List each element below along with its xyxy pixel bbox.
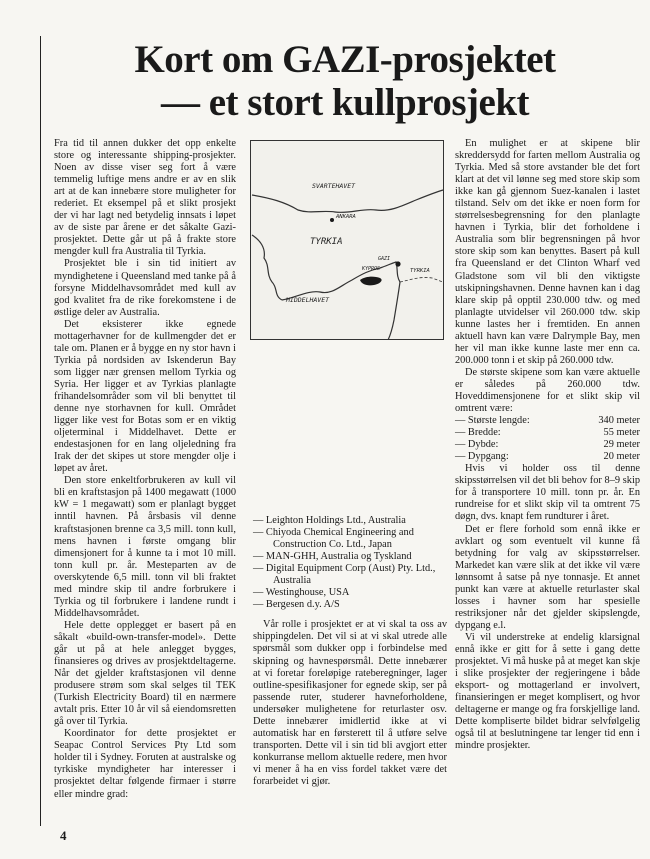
paragraph: Koordinator for dette prosjektet er Seapac Control Services Pty Ltd som holder til i Sydney. Foruten at australske og tyrkiske myndigheter har interesser i prosjektet deltar følgende firmaer i større eller mindre grad: xyxy=(54,728,236,800)
paragraph: Fra tid til annen dukker det opp enkelte store og interessante shipping-prosjekter. Noen av disse viser seg fort å være temmelig luftige mens andre er av en slik art at de kan innebære store muligheter for rederiet. Et eksempel på et slikt prosjekt der vi har lagt ned betydelig innsats i løpet av de siste par årene er det såkalte Gazi-prosjektet. Dette går ut på å frakte store mengder kull fra Australia til Tyrkia. xyxy=(54,138,236,258)
paragraph: Hele dette opplegget er basert på en såkalt «build-own-transfer-model». Dette går ut på at hele anlegget bygges, finansieres og drives av prosjektdeltagerne. Når det gjelder kraftstasjonen vil denne produsere strøm som skal selges til TEK (Turkish Electricity Board) til en nærmere avtalt pris. Etter 10 år vil så eiendomsretten gå over til Tyrkia. xyxy=(54,619,236,728)
paragraph: Prosjektet ble i sin tid initiert av myndighetene i Queensland med tanke på å forsyne Middelhavsområdet med kull av god kvalitet fra de rike forekomstene i de østlige deler av Australia. xyxy=(54,258,236,318)
list-item: — Digital Equipment Corp (Aust) Pty. Ltd., Australia xyxy=(253,563,436,587)
dimension-row xyxy=(455,427,640,439)
paragraph: Den store enkeltforbrukeren av kull vil bli en kraftstasjon på 1400 megawatt (1000 kW = 1 megawatt) som er planlagt bygget inntil havnen. På årsbasis vil denne kraftstasjonen brenne ca 3,5 mill. tonn kull, mens havnen i første omgang blir dimensjonert for å kunne ta i mot 10 mill. tonn kull pr. år. Mesteparten av de overskytende 6,5 mill. tonn vil bli fraktet med mindre skip til andre forbrukere i Tyrkia og til forbrukere i landene rundt i Middelhavsområdet. xyxy=(54,475,236,619)
left-margin-rule xyxy=(40,36,41,826)
map-label-middelhavet: MIDDELHAVET xyxy=(286,296,330,304)
dimension-value: 20 meter xyxy=(603,451,640,463)
title-line-2: — et stort kullprosjekt xyxy=(160,81,529,124)
paragraph: Vår rolle i prosjektet er at vi skal ta oss av shippingdelen. Det vil si at vi skal utrede alle spørsmål som dukker opp i forbindelse med skipning og havnespørsmål. Dette innebærer at vi foretar foreløpige rateberegninger, lager outline-spesifikasjoner for egnede skip, ser på passende ruter, studerer havneforholdene, undersøker mulighetene for returlaster osv. Dette innebærer imidlertid ikke at vi automatisk har en førsterett til å utføre selve transporten. Dette vil i sin tid bli avgjort etter konkurranse mellom aktuelle redere, men hvor vi mener å ha en viss fordel takket være det forarbeidet vi gjør. xyxy=(253,619,447,787)
column-2 xyxy=(253,515,447,788)
map-label-ankara: ANKARA xyxy=(336,214,356,220)
map-label-kypros: KYPROS xyxy=(362,266,381,272)
map-label-gazi: GAZI xyxy=(378,256,391,262)
page-number: 4 xyxy=(60,828,67,843)
paragraph: Vi vil understreke at endelig klarsignal ennå ikke er gitt for å sette i gang dette prosjektet. Vi må huske på at meget kan skje i slike prosjekter der regjeringene i både eksport- og mottagerland er involvert, finansieringen er meget komplisert, og hvor deltagerne er mange og fra forskjellige land. Dette kompliserte bildet bidrar selvfølgelig også til at beslutningene tar lenger tid enn i mindre prosjekter. xyxy=(455,631,640,752)
company-list xyxy=(253,515,447,611)
list-item: — MAN-GHH, Australia og Tyskland xyxy=(253,551,412,563)
list-item: — Westinghouse, USA xyxy=(253,587,350,599)
dimension-row xyxy=(455,439,640,451)
paragraph: Det er flere forhold som ennå ikke er avklart og som eventuelt vil kunne få betydning for valg av skipsstørrelser. Markedet kan være slik at det ikke vil være lønnsomt å satse på nye tonnasje. Et annet punkt kan være at aktuelle returlaster skal losses i havner som har spesielle restriksjoner når det gjelder skipslengde, dypgang e.l. xyxy=(455,523,640,631)
map-label-tyrkia-east: TYRKIA xyxy=(410,268,430,274)
map-label-tyrkia-center: TYRKIA xyxy=(310,237,343,247)
dimension-label: — Største lengde: xyxy=(455,415,530,427)
list-item: — Bergesen d.y. A/S xyxy=(253,599,340,611)
column-3 xyxy=(455,138,640,752)
gazi-marker xyxy=(395,261,400,266)
dimension-row xyxy=(455,415,640,427)
list-item: — Leighton Holdings Ltd., Australia xyxy=(253,515,406,526)
dimension-label: — Bredde: xyxy=(455,427,501,439)
dimension-label: — Dybde: xyxy=(455,439,499,451)
dimension-label: — Dypgang: xyxy=(455,451,509,463)
column-1 xyxy=(54,138,236,801)
ankara-marker xyxy=(330,218,334,222)
map-label-svartehavet: SVARTEHAVET xyxy=(312,182,356,190)
list-item: — Chiyoda Chemical Engineering and Construction Co. Ltd., Japan xyxy=(253,527,414,551)
paragraph: En mulighet er at skipene blir skreddersydd for farten mellom Australia og Tyrkia. Med så store avstander ble det fort klart at det vil lønne seg med store skip som ikke kan gå gjennom Suez-kanalen i lastet tilstand. Selv om det ikke er noen form for størrelsesbegrensning for den planlagte havnen i Tyrkia, blir det forholdene i Australia som blir begrensningen på hvor store skip som kan benyttes. Basert på kull fra Queensland er det Clinton Wharf ved Gladstone som vil bli den viktigste utskipningshavnen. Denne havnen kan i dag klare skip på opptil 230.000 tdw. og med planlagte utvidelser vil 260.000 tdw. skip kunne lastes her i fremtiden. En annen aktuell havn kan være Dalrymple Bay, men her vil man ikke kunne laste mer enn ca. 200.000 tonn i et skip på 260.000 tdw. xyxy=(455,138,640,366)
dimension-row xyxy=(455,451,640,463)
dimension-value: 29 meter xyxy=(603,439,640,451)
paragraph: Det eksisterer ikke egnede mottagerhavner for de kullmengder det er tale om. Planen er å bygge en ny stor havn i Tyrkia på nordsiden av Iskenderun Bay som ligger nær grensen mellom Tyrkia og Syria. Her ligger et av Tyrkias planlagte frihandelsområder som vil bli benyttet til denne nye storhavnen for kull. Området ligger like vest for Botas som er en viktig oljeterminal i Middelhavet. Dette er endestasjonen for en lang oljeledning fra Irak der det skipes ut store mengder olje i løpet av året. xyxy=(54,318,236,475)
title-line-1: Kort om GAZI-prosjektet xyxy=(134,38,556,81)
turkey-map xyxy=(250,140,444,340)
dimension-value: 340 meter xyxy=(598,415,640,427)
article-title xyxy=(60,38,630,124)
paragraph: Hvis vi holder oss til denne skipsstørrelsen vil det bli behov for 8–9 skip for å transportere 10 mill. tonn pr. år. En rundreise for et slikt skip vil ta omtrent 75 døgn, dvs. knapt fem rundturer i året. xyxy=(455,463,640,523)
dimension-value: 55 meter xyxy=(603,427,640,439)
paragraph: De største skipene som kan være aktuelle er således på 260.000 tdw. Hoveddimensjonene for et slikt skip vil omtrent være: xyxy=(455,366,640,415)
ship-dimensions-list xyxy=(455,415,640,463)
